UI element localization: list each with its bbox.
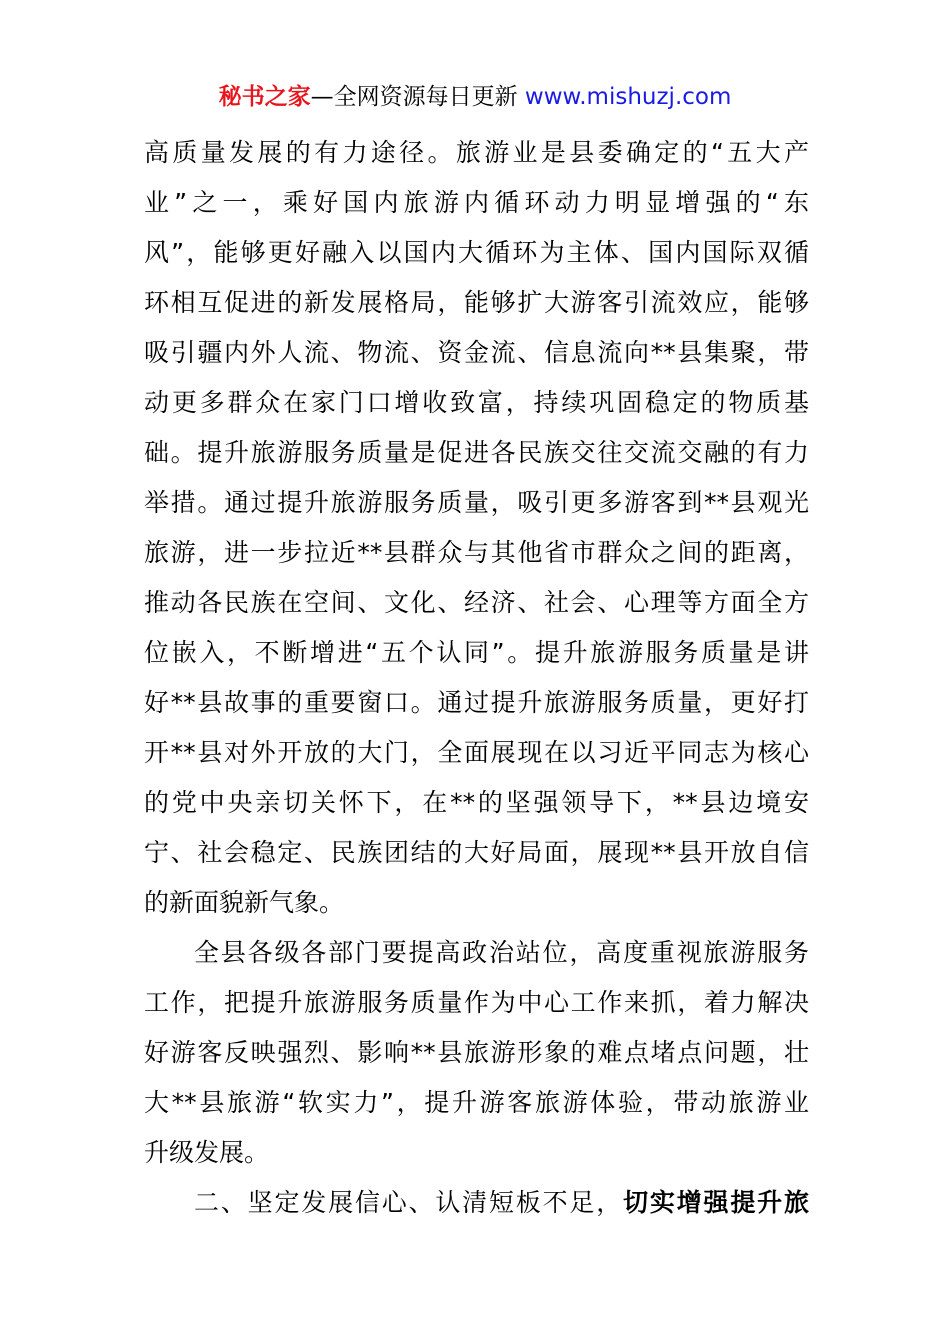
text-line: 宁、社会稳定、民族团结的大好局面，展现**县开放自信: [144, 838, 809, 867]
text-line: 全县各级各部门要提高政治站位，高度重视旅游服务: [194, 938, 809, 967]
header-tagline: —全网资源每日更新: [310, 84, 518, 110]
text-line: 高质量发展的有力途径。旅游业是县委确定的“五大产: [144, 138, 809, 167]
text-line: 位嵌入，不断增进“五个认同”。提升旅游服务质量是讲: [144, 638, 809, 667]
text-line: 好**县故事的重要窗口。通过提升旅游服务质量，更好打: [144, 688, 809, 717]
text-line: 举措。通过提升旅游服务质量，吸引更多游客到**县观光: [144, 488, 809, 517]
page-header: [0, 82, 950, 112]
text-line: 动更多群众在家门口增收致富，持续巩固稳定的物质基: [144, 388, 809, 417]
text-line: 的新面貌新气象。: [144, 888, 345, 917]
text-line: 开**县对外开放的大门，全面展现在以习近平同志为核心: [144, 738, 809, 767]
text-line: 础。提升旅游服务质量是促进各民族交往交流交融的有力: [144, 438, 809, 467]
document-body: [144, 128, 809, 1228]
text-line: 吸引疆内外人流、物流、资金流、信息流向**县集聚，带: [144, 338, 809, 367]
text-line: 环相互促进的新发展格局，能够扩大游客引流效应，能够: [144, 288, 809, 317]
text-line: 业”之一，乘好国内旅游内循环动力明显增强的“东: [144, 188, 809, 217]
text-line: 工作，把提升旅游服务质量作为中心工作来抓，着力解决: [144, 988, 809, 1017]
text-line: 好游客反映强烈、影响**县旅游形象的难点堵点问题，壮: [144, 1038, 809, 1067]
text-line: 大**县旅游“软实力”，提升游客旅游体验，带动旅游业: [144, 1088, 809, 1117]
text-line: 升级发展。: [144, 1138, 270, 1167]
header-brand: 秘书之家: [218, 84, 311, 110]
section-heading-rest: 切实增强提升旅: [623, 1188, 809, 1217]
text-line: 推动各民族在空间、文化、经济、社会、心理等方面全方: [144, 588, 809, 617]
text-line: 旅游，进一步拉近**县群众与其他省市群众之间的距离，: [144, 538, 809, 567]
text-line: 风”，能够更好融入以国内大循环为主体、国内国际双循: [144, 238, 809, 267]
section-heading: [144, 1178, 809, 1228]
text-line: 的党中央亲切关怀下，在**的坚强领导下，**县边境安: [144, 788, 809, 817]
section-heading-prefix: 二、坚定发展信心、认清短板不足，: [194, 1188, 624, 1217]
header-site-link[interactable]: www.mishuzj.com: [524, 84, 732, 110]
